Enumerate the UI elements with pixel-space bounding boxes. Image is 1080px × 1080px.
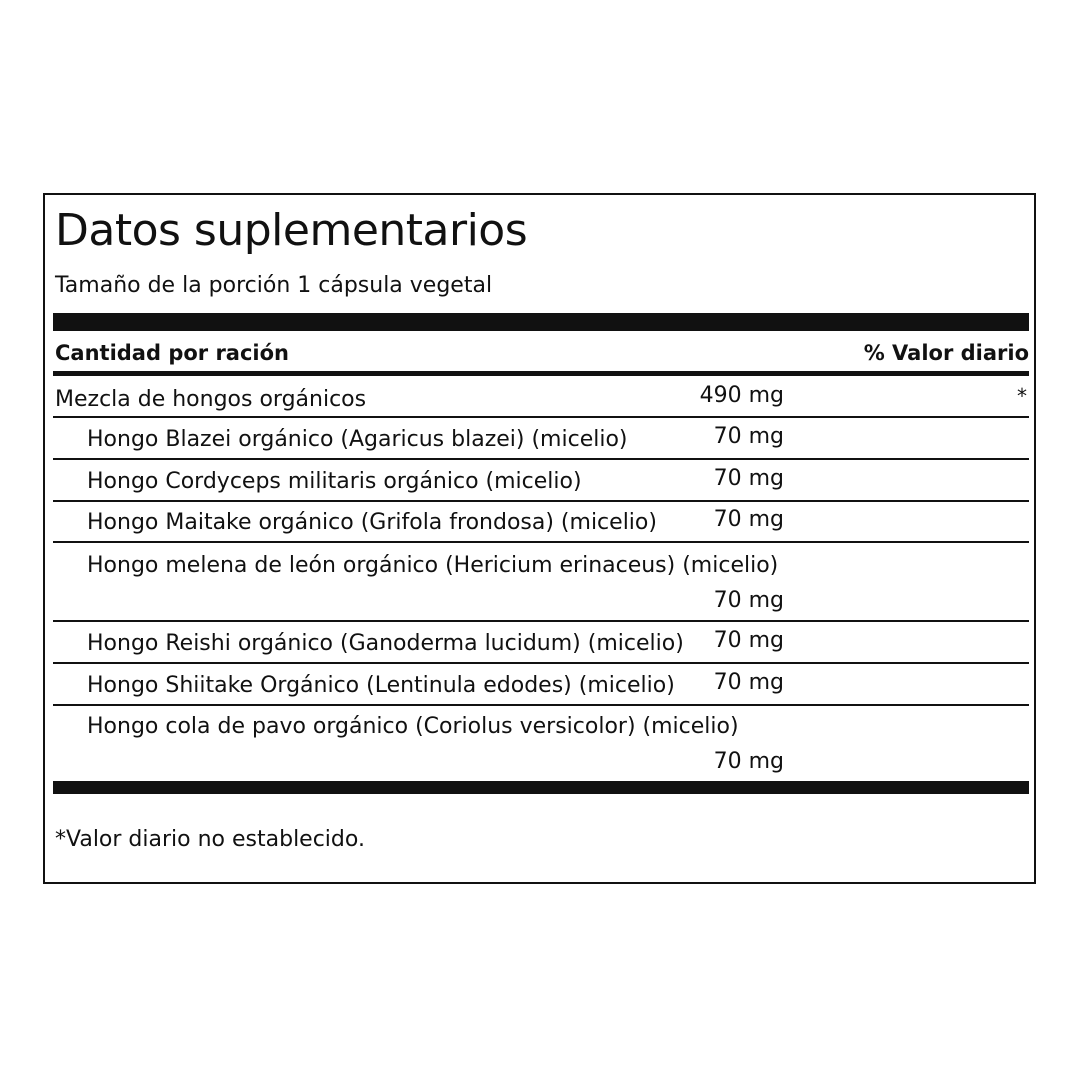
thick-divider-bottom — [53, 781, 1029, 794]
ingredient-name: Hongo melena de león orgánico (Hericium erinaceus) (micelio) — [87, 553, 779, 578]
ingredient-amount: 70 mg — [713, 507, 784, 532]
ingredient-amount: 70 mg — [713, 588, 784, 613]
blend-amount: 490 mg — [699, 383, 784, 408]
ingredient-name: Hongo Maitake orgánico (Grifola frondosa) (micelio) — [87, 510, 657, 535]
ingredient-row — [53, 460, 1029, 502]
ingredient-row — [53, 418, 1029, 460]
amount-per-serving-header: Cantidad por ración — [55, 341, 289, 365]
serving-size: Tamaño de la porción 1 cápsula vegetal — [55, 273, 493, 298]
ingredient-row — [53, 543, 1029, 622]
ingredient-amount: 70 mg — [713, 628, 784, 653]
supplement-facts-panel — [43, 193, 1036, 884]
ingredient-amount: 70 mg — [713, 749, 784, 774]
ingredient-amount: 70 mg — [713, 466, 784, 491]
ingredient-name: Hongo Reishi orgánico (Ganoderma lucidum) (micelio) — [87, 631, 684, 656]
footnote: *Valor diario no establecido. — [55, 827, 365, 852]
ingredient-amount: 70 mg — [713, 670, 784, 695]
ingredient-name: Hongo Shiitake Orgánico (Lentinula edodes) (micelio) — [87, 673, 675, 698]
ingredient-name: Hongo cola de pavo orgánico (Coriolus versicolor) (micelio) — [87, 714, 739, 739]
ingredient-amount: 70 mg — [713, 424, 784, 449]
blend-daily-value: * — [1017, 384, 1027, 408]
ingredient-row — [53, 664, 1029, 706]
ingredient-row — [53, 622, 1029, 664]
column-header-row — [53, 337, 1029, 369]
ingredient-row — [53, 502, 1029, 543]
blend-name: Mezcla de hongos orgánicos — [55, 387, 367, 412]
ingredient-name: Hongo Blazei orgánico (Agaricus blazei) (micelio) — [87, 427, 628, 452]
daily-value-header: % Valor diario — [863, 341, 1029, 365]
blend-row — [53, 376, 1029, 418]
thick-divider-top — [53, 313, 1029, 331]
ingredient-name: Hongo Cordyceps militaris orgánico (micelio) — [87, 469, 582, 494]
ingredient-row — [53, 706, 1029, 781]
panel-title: Datos suplementarios — [55, 205, 528, 256]
